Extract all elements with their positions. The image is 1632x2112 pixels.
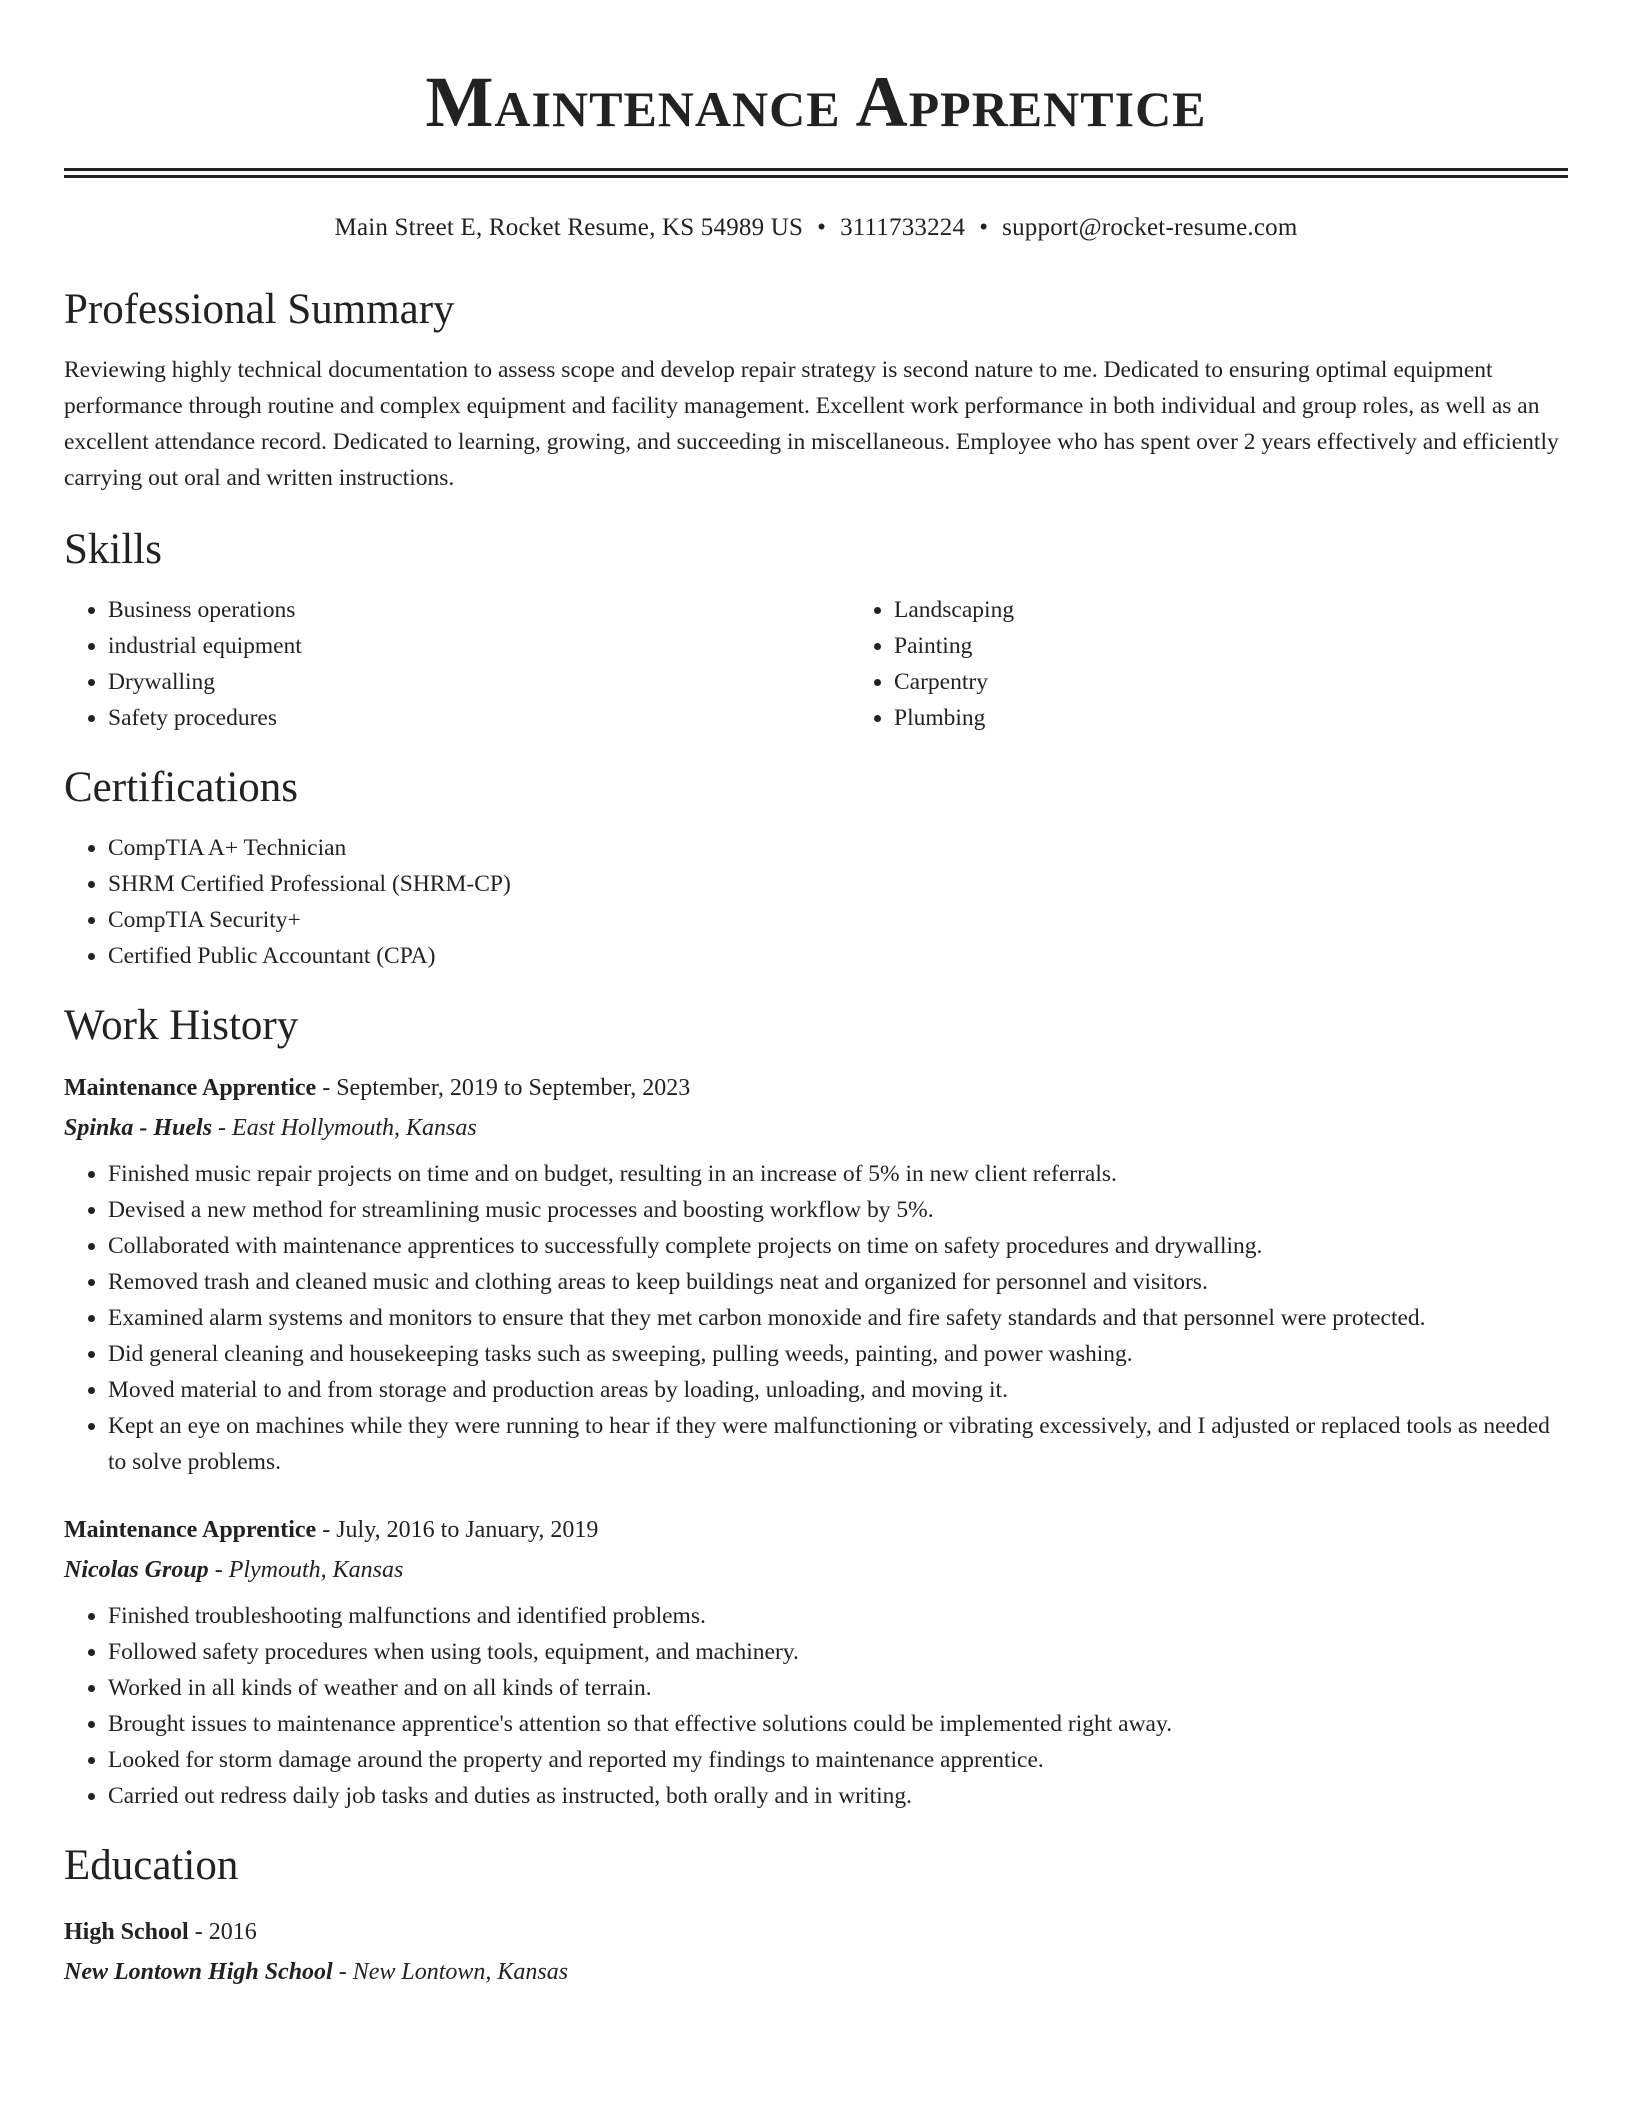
degree: High School bbox=[64, 1919, 189, 1945]
dash: - bbox=[212, 1115, 233, 1141]
company-line bbox=[64, 1108, 1568, 1148]
company-name: Nicolas Group bbox=[64, 1557, 209, 1583]
job-duty-item: • Looked for storm damage around the property and reported my findings to maintenance apprentice. bbox=[108, 1742, 1568, 1778]
job-title-line bbox=[64, 1068, 1568, 1108]
company-location: East Hollymouth, Kansas bbox=[232, 1115, 477, 1141]
skill-item: • Painting bbox=[894, 628, 1568, 664]
job-duty-item: • Finished troubleshooting malfunctions and identified problems. bbox=[108, 1598, 1568, 1634]
skill-item: • Plumbing bbox=[894, 700, 1568, 736]
job-duty-item: • Followed safety procedures when using tools, equipment, and machinery. bbox=[108, 1634, 1568, 1670]
skill-item: • Landscaping bbox=[894, 592, 1568, 628]
certifications-section bbox=[64, 762, 1568, 974]
school-location: New Lontown, Kansas bbox=[352, 1959, 569, 1985]
skill-item: • Business operations bbox=[108, 592, 850, 628]
contact-address: Main Street E, Rocket Resume, KS 54989 US bbox=[334, 214, 804, 241]
school-name: New Lontown High School bbox=[64, 1959, 333, 1985]
separator-dot: • bbox=[817, 214, 827, 241]
skills-grid bbox=[64, 592, 1568, 736]
contact-email: support@rocket-resume.com bbox=[1002, 214, 1298, 241]
dash: - bbox=[208, 1557, 229, 1583]
company-location: Plymouth, Kansas bbox=[228, 1557, 404, 1583]
job-duty-item: • Brought issues to maintenance apprentice's attention so that effective solutions could be implemented right away. bbox=[108, 1706, 1568, 1742]
certification-item: • SHRM Certified Professional (SHRM-CP) bbox=[108, 866, 1568, 902]
separator-dot: • bbox=[979, 214, 989, 241]
dash: - bbox=[316, 1517, 337, 1543]
work-history-section bbox=[64, 1000, 1568, 1814]
section-heading-education: Education bbox=[64, 1842, 239, 1889]
job-dates: September, 2019 to September, 2023 bbox=[336, 1075, 691, 1101]
job-duty-item: • Removed trash and cleaned music and clothing areas to keep buildings neat and organized for personnel and visitors. bbox=[108, 1264, 1568, 1300]
job-title-line bbox=[64, 1510, 1568, 1550]
certifications-list bbox=[64, 830, 1568, 974]
job-duty-item: • Worked in all kinds of weather and on all kinds of terrain. bbox=[108, 1670, 1568, 1706]
header-divider bbox=[64, 168, 1568, 178]
job-duties-list bbox=[64, 1156, 1568, 1480]
job-duty-item: • Examined alarm systems and monitors to ensure that they met carbon monoxide and fire safety standards and that personnel were protected. bbox=[108, 1300, 1568, 1336]
skill-item: • industrial equipment bbox=[108, 628, 850, 664]
job-duty-item: • Did general cleaning and housekeeping tasks such as sweeping, pulling weeds, painting, and power washing. bbox=[108, 1336, 1568, 1372]
job-title: Maintenance Apprentice bbox=[64, 1517, 317, 1543]
certification-item: • CompTIA A+ Technician bbox=[108, 830, 1568, 866]
dash: - bbox=[332, 1959, 353, 1985]
dash: - bbox=[316, 1075, 337, 1101]
certification-item: • Certified Public Accountant (CPA) bbox=[108, 938, 1568, 974]
education-section bbox=[64, 1840, 1568, 1992]
job-title: Maintenance Apprentice bbox=[64, 1075, 317, 1101]
job-entry bbox=[64, 1068, 1568, 1480]
candidate-name: Maintenance Apprentice bbox=[425, 62, 1207, 142]
section-heading-summary: Professional Summary bbox=[64, 286, 455, 333]
school-line bbox=[64, 1952, 1568, 1992]
certification-item: • CompTIA Security+ bbox=[108, 902, 1568, 938]
section-heading-skills: Skills bbox=[64, 526, 162, 573]
skills-list-right bbox=[850, 592, 1568, 736]
skill-item: • Safety procedures bbox=[108, 700, 850, 736]
job-duties-list bbox=[64, 1598, 1568, 1814]
dash: - bbox=[188, 1919, 209, 1945]
summary-section bbox=[64, 284, 1568, 496]
job-dates: July, 2016 to January, 2019 bbox=[336, 1517, 599, 1543]
company-name: Spinka - Huels bbox=[64, 1115, 213, 1141]
degree-line bbox=[64, 1912, 1568, 1952]
job-duty-item: • Kept an eye on machines while they were running to hear if they were malfunctioning or vibrating excessively, and I adjusted or replaced tools as needed to solve problems. bbox=[108, 1408, 1568, 1480]
job-duty-item: • Devised a new method for streamlining music processes and boosting workflow by 5%. bbox=[108, 1192, 1568, 1228]
job-entry bbox=[64, 1510, 1568, 1814]
section-heading-work-history: Work History bbox=[64, 1002, 299, 1049]
skills-section bbox=[64, 524, 1568, 736]
section-heading-certifications: Certifications bbox=[64, 764, 299, 811]
skills-list-left bbox=[64, 592, 850, 736]
graduation-year: 2016 bbox=[208, 1919, 257, 1945]
contact-phone: 3111733224 bbox=[840, 214, 966, 241]
job-duty-item: • Carried out redress daily job tasks and duties as instructed, both orally and in writing. bbox=[108, 1778, 1568, 1814]
company-line bbox=[64, 1550, 1568, 1590]
skill-item: • Drywalling bbox=[108, 664, 850, 700]
job-duty-item: • Finished music repair projects on time and on budget, resulting in an increase of 5% in new client referrals. bbox=[108, 1156, 1568, 1192]
contact-line bbox=[64, 212, 1568, 244]
education-entry bbox=[64, 1912, 1568, 1992]
job-duty-item: • Collaborated with maintenance apprentices to successfully complete projects on time on safety procedures and drywalling. bbox=[108, 1228, 1568, 1264]
skill-item: • Carpentry bbox=[894, 664, 1568, 700]
summary-text: Reviewing highly technical documentation to assess scope and develop repair strategy is second nature to me. Dedicated to ensuring optimal equipment performance through routine and complex equipment and facility management. Excellent work performance in both individual and group roles, as well as an excellent attendance record. Dedicated to learning, growing, and succeeding in miscellaneous. Employee who has spent over 2 years effectively and efficiently carrying out oral and written instructions. bbox=[64, 357, 1559, 491]
job-duty-item: • Moved material to and from storage and production areas by loading, unloading, and moving it. bbox=[108, 1372, 1568, 1408]
